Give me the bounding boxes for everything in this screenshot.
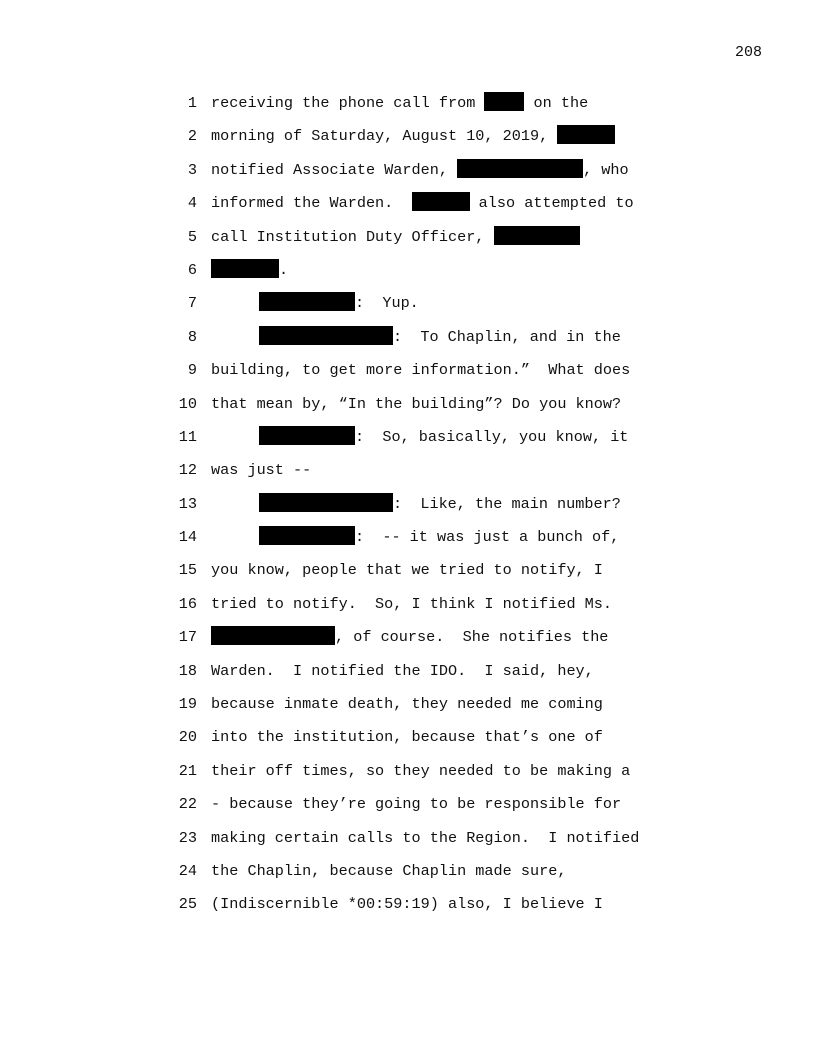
line-text [211, 793, 621, 815]
line-number: 11 [178, 427, 197, 446]
text-segment: into the institution, because that’s one of [211, 728, 603, 747]
line-text [259, 526, 619, 548]
text-segment: notified Associate Warden, [211, 160, 458, 179]
transcript-line [0, 893, 816, 926]
transcript-line [0, 693, 816, 726]
line-text [259, 426, 628, 448]
redaction-block [484, 92, 524, 111]
transcript-line [0, 559, 816, 592]
redaction-block [211, 259, 279, 278]
transcript-line [0, 192, 816, 225]
line-text [259, 326, 621, 348]
text-segment: that mean by, “In the building”? Do you know? [211, 394, 622, 413]
text-segment: , who [583, 160, 629, 179]
text-segment: Warden. I notified the IDO. I said, hey, [211, 661, 594, 680]
transcript-line [0, 726, 816, 759]
text-segment: : Like, the main number? [393, 494, 621, 513]
line-number: 14 [178, 528, 197, 547]
line-text [211, 760, 630, 782]
redaction-block [412, 192, 470, 211]
transcript-line [0, 593, 816, 626]
line-text [211, 726, 603, 748]
line-number: 5 [187, 227, 197, 246]
transcript-line [0, 526, 816, 559]
line-text [211, 226, 580, 248]
line-text [211, 827, 639, 849]
page-number: 208 [734, 44, 762, 61]
line-number: 21 [178, 761, 197, 780]
line-number: 19 [178, 695, 197, 714]
line-number: 23 [178, 828, 197, 847]
line-number: 12 [178, 461, 197, 480]
line-number: 15 [178, 561, 197, 580]
transcript-line [0, 326, 816, 359]
line-number: 20 [178, 728, 197, 747]
line-text [211, 192, 634, 214]
transcript-line [0, 226, 816, 259]
transcript-line [0, 760, 816, 793]
transcript-line [0, 426, 816, 459]
line-number: 7 [187, 294, 197, 313]
redaction-block [557, 125, 615, 144]
text-segment: building, to get more information.” What does [211, 361, 631, 380]
transcript-line [0, 860, 816, 893]
text-segment: the Chaplin, because Chaplin made sure, [211, 861, 567, 880]
text-segment: : Yup. [355, 294, 419, 313]
redaction-block [457, 159, 583, 178]
line-text [211, 359, 630, 381]
line-number: 13 [178, 494, 197, 513]
text-segment: (Indiscernible *00:59:19) also, I believe I [211, 895, 603, 914]
text-segment: : To Chaplin, and in the [393, 327, 621, 346]
line-text [211, 559, 603, 581]
line-number: 17 [178, 628, 197, 647]
redaction-block [259, 526, 355, 545]
text-segment: - because they’re going to be responsible for [211, 795, 622, 814]
text-segment: informed the Warden. [211, 194, 412, 213]
text-segment: . [279, 260, 289, 279]
transcript-line [0, 292, 816, 325]
transcript-line [0, 793, 816, 826]
transcript-line [0, 493, 816, 526]
text-segment: : So, basically, you know, it [355, 427, 629, 446]
redaction-block [259, 292, 355, 311]
transcript-line [0, 92, 816, 125]
line-text [211, 393, 621, 415]
line-text [259, 493, 621, 515]
text-segment: morning of Saturday, August 10, 2019, [211, 127, 558, 146]
line-text [211, 893, 603, 915]
line-number: 9 [187, 361, 197, 380]
line-text [211, 125, 615, 147]
transcript-line [0, 660, 816, 693]
line-text [211, 626, 608, 648]
line-text [259, 292, 419, 314]
transcript-line [0, 259, 816, 292]
line-text [211, 593, 612, 615]
line-number: 16 [178, 594, 197, 613]
line-number: 1 [187, 94, 197, 112]
text-segment: was just -- [211, 461, 312, 480]
line-number: 8 [187, 327, 197, 346]
transcript-line [0, 359, 816, 392]
transcript-line [0, 159, 816, 192]
line-number: 3 [187, 160, 197, 179]
redaction-block [259, 426, 355, 445]
line-number: 2 [187, 127, 197, 146]
line-number: 18 [178, 661, 197, 680]
line-text [211, 259, 288, 281]
redaction-block [211, 626, 335, 645]
transcript-line [0, 626, 816, 659]
line-number: 4 [187, 194, 197, 213]
transcript-line [0, 125, 816, 158]
text-segment: , of course. She notifies the [335, 628, 609, 647]
redaction-block [259, 493, 393, 512]
line-text [211, 660, 594, 682]
text-segment: also attempted to [469, 194, 634, 213]
line-number: 6 [187, 260, 197, 279]
text-segment: because inmate death, they needed me coming [211, 695, 603, 714]
text-segment: their off times, so they needed to be making a [211, 761, 631, 780]
text-segment: : -- it was just a bunch of, [355, 528, 620, 547]
redaction-block [259, 326, 393, 345]
line-number: 22 [178, 795, 197, 814]
text-segment: call Institution Duty Officer, [211, 227, 494, 246]
line-text [211, 693, 603, 715]
text-segment: you know, people that we tried to notify, I [211, 561, 603, 580]
line-number: 24 [178, 861, 197, 880]
text-segment: receiving the phone call from [211, 94, 485, 112]
redaction-block [494, 226, 580, 245]
line-number: 10 [178, 394, 197, 413]
text-segment: making certain calls to the Region. I notified [211, 828, 640, 847]
transcript-body [0, 92, 816, 927]
line-number: 25 [178, 895, 197, 914]
transcript-line [0, 827, 816, 860]
transcript-line [0, 459, 816, 492]
text-segment: on the [524, 94, 589, 112]
line-text [211, 459, 311, 481]
line-text [211, 860, 566, 882]
transcript-line [0, 393, 816, 426]
text-segment: tried to notify. So, I think I notified Ms. [211, 594, 613, 613]
line-text [211, 159, 629, 181]
line-text [211, 92, 588, 114]
